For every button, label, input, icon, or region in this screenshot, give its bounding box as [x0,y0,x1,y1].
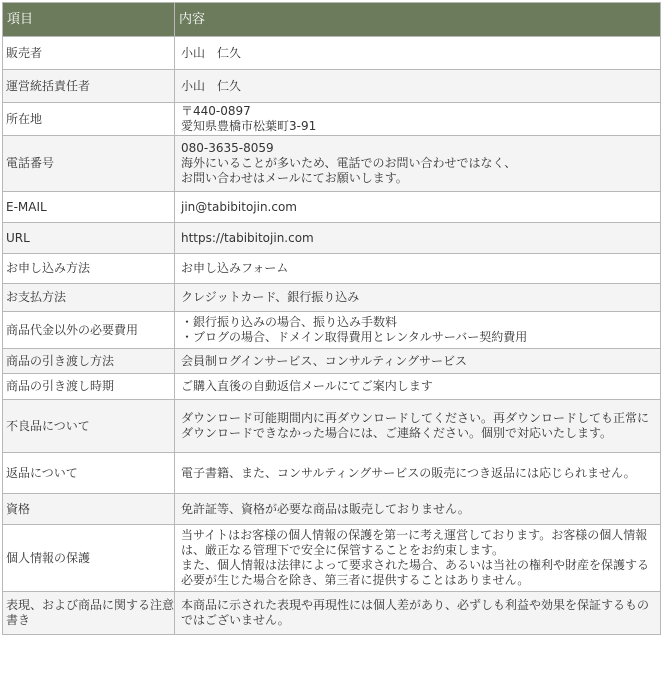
row-label: URL [3,223,175,254]
table-row [3,312,661,349]
table-row [3,136,661,192]
row-value [175,453,661,494]
row-value-line: 当サイトはお客様の個人情報の保護を第一に考え運営しております。お客様の個人情報 [181,528,648,542]
table-row [3,349,661,374]
table-row [3,525,661,592]
table-row [3,453,661,494]
row-value [175,349,661,374]
row-value-line: 愛知県豊橋市松葉町3-91 [181,119,317,133]
row-value-line: 会員制ログインサービス、コンサルティングサービス [181,353,467,368]
row-label: 運営統括責任者 [3,70,175,103]
row-value [175,37,661,70]
row-value [175,223,661,254]
row-value [175,70,661,103]
row-value-line: 海外にいることが多いため、電話でのお問い合わせではなく、 [181,156,517,170]
row-value [175,103,661,136]
table-row [3,284,661,312]
row-value-line: 小山 仁久 [181,45,242,60]
row-label: 資格 [3,494,175,525]
table-row [3,37,661,70]
row-value [175,312,661,349]
row-value [175,254,661,284]
table-row [3,374,661,400]
row-value [175,592,661,635]
table-row [3,70,661,103]
row-value-line: ダウンロードできなかった場合には、ご連絡ください。個別で対応いたします。 [181,426,613,440]
row-value-line: は、厳正なる管理下で安全に保管することをお約束します。 [181,543,505,557]
row-label: 商品代金以外の必要費用 [3,312,175,349]
column-header-item: 項目 [3,3,175,37]
row-value-line: 小山 仁久 [181,78,242,93]
column-header-content: 内容 [175,3,661,37]
row-value [175,192,661,223]
row-label-line: 書き [6,613,31,627]
row-value-line: 本商品に示された表現や再現性には個人差があり、必ずしも利益や効果を保証するもの [181,598,650,612]
row-value-line: また、個人情報は法律によって要求された場合、あるいは当社の権利や財産を保護する [181,558,650,572]
row-label: 商品の引き渡し方法 [3,349,175,374]
row-value-line: ダウンロード可能期間内に再ダウンロードしてください。再ダウンロードしても正常に [181,411,650,425]
row-label: 商品の引き渡し時期 [3,374,175,400]
row-value [175,494,661,525]
row-value [175,400,661,453]
row-value-line: お申し込みフォーム [181,261,289,275]
row-value-line: https://tabibitojin.com [181,230,314,245]
table-row [3,223,661,254]
row-label [3,592,175,635]
row-label: 販売者 [3,37,175,70]
row-value-line: ・銀行振り込みの場合、振り込み手数料 [181,315,398,329]
row-value-line: ではございません。 [181,613,290,627]
table-row [3,592,661,635]
row-value-line: ・ブログの場合、ドメイン取得費用とレンタルサーバー契約費用 [181,330,528,344]
row-value-line: 080-3635-8059 [181,141,274,155]
row-value-line: 〒440-0897 [181,104,251,118]
table-row [3,103,661,136]
row-label: 所在地 [3,103,175,136]
row-value [175,136,661,192]
table-row [3,400,661,453]
row-value-line: ご購入直後の自動返信メールにてご案内します [181,379,433,393]
row-value-line: 免許証等、資格が必要な商品は販売しておりません。 [181,501,470,516]
row-value-line: 必要が生じた場合を除き、第三者に提供することはありません。 [181,573,530,587]
legal-notice-table [2,2,661,635]
table-row [3,254,661,284]
row-label: E-MAIL [3,192,175,223]
row-label: お申し込み方法 [3,254,175,284]
row-label-line: 表現、および商品に関する注意 [6,598,175,612]
row-label: 返品について [3,453,175,494]
table-row [3,494,661,525]
row-label: 個人情報の保護 [3,525,175,592]
row-value [175,374,661,400]
table-header-row [3,3,661,37]
row-label: お支払方法 [3,284,175,312]
row-value-line: クレジットカード、銀行振り込み [181,290,360,304]
row-value [175,525,661,592]
row-value [175,284,661,312]
row-label: 電話番号 [3,136,175,192]
row-value-line: 電子書籍、また、コンサルティングサービスの販売につき返品には応じられません。 [181,465,636,480]
row-label: 不良品について [3,400,175,453]
table-row [3,192,661,223]
row-value-line: jin@tabibitojin.com [181,199,297,214]
row-value-line: お問い合わせはメールにてお願いします。 [181,171,408,185]
